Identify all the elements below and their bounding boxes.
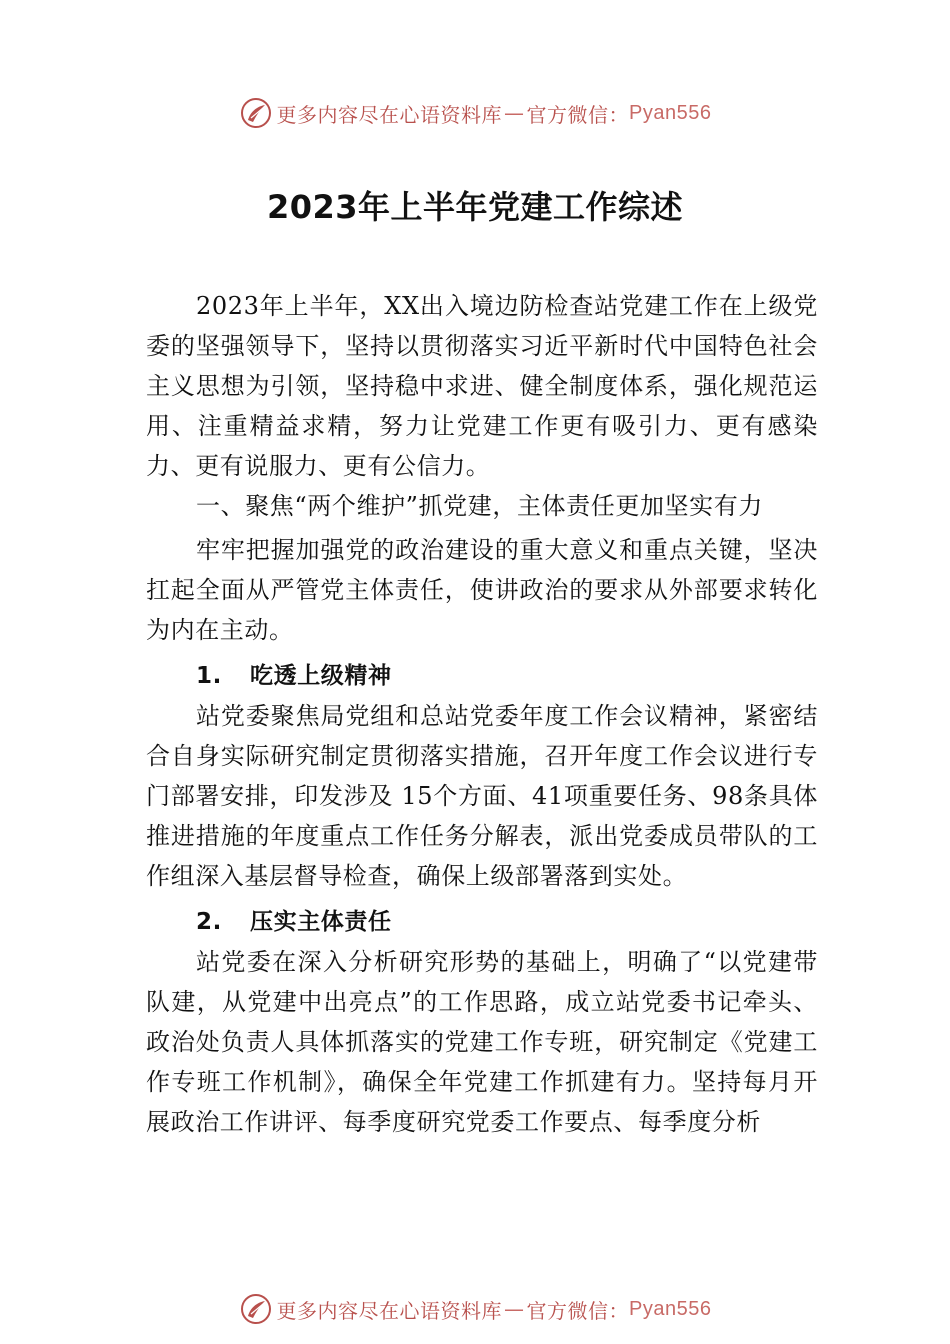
subsection-number: 2. [196, 909, 222, 935]
watermark-separator: — [504, 101, 525, 125]
subsection-number: 1. [196, 663, 222, 689]
subsection-title: 吃透上级精神 [250, 663, 392, 689]
document-title: 2023年上半年党建工作综述 [266, 188, 684, 226]
watermark-label: 官方微信： [526, 1298, 630, 1323]
logo-icon [239, 1292, 273, 1326]
intro-paragraph: 2023年上半年，XX出入境边防检查站党建工作在上级党委的坚强领导下，坚持以贯彻落实习近平新时代中国特色社会主义思想为引领，坚持稳中求进、健全制度体系，强化规范运用、注重精益求精，努力让党建工作更有吸引力、更有感染力、更有说服力、更有公信力。 [146, 292, 818, 480]
document-body [146, 286, 818, 1142]
watermark-header [0, 96, 950, 130]
subsection-heading [146, 902, 818, 942]
logo-icon [239, 96, 273, 130]
watermark-separator: — [504, 1297, 525, 1321]
watermark-footer [0, 1292, 950, 1326]
watermark-wechat-id: Pyan556 [629, 1297, 712, 1320]
watermark-label: 官方微信： [526, 102, 630, 127]
subsection-heading [146, 656, 818, 696]
section-body: 牢牢把握加强党的政治建设的重大意义和重点关键，坚决扛起全面从严管党主体责任，使讲政治的要求从外部要求转化为内在主动。 [146, 536, 818, 644]
section-heading: 一、聚焦“两个维护”抓党建，主体责任更加坚实有力 [196, 492, 763, 520]
watermark-wechat-id: Pyan556 [629, 101, 712, 124]
watermark-text: 更多内容尽在心语资料库 [276, 1298, 503, 1323]
subsection-body: 站党委聚焦局党组和总站党委年度工作会议精神，紧密结合自身实际研究制定贯彻落实措施，召开年度工作会议进行专门部署安排，印发涉及 15个方面、41项重要任务、98条具体推进措施的年度重点工作任务分解表，派出党委成员带队的工作组深入基层督导检查，确保上级部署落到实处。 [146, 702, 818, 890]
subsection-title: 压实主体责任 [250, 909, 392, 935]
subsection-body: 站党委在深入分析研究形势的基础上，明确了“以党建带队建，从党建中出亮点”的工作思路，成立站党委书记牵头、政治处负责人具体抓落实的党建工作专班，研究制定《党建工作专班工作机制》，确保全年党建工作抓建有力。坚持每月开展政治工作讲评、每季度研究党委工作要点、每季度分析 [146, 948, 818, 1136]
watermark-text: 更多内容尽在心语资料库 [276, 102, 503, 127]
